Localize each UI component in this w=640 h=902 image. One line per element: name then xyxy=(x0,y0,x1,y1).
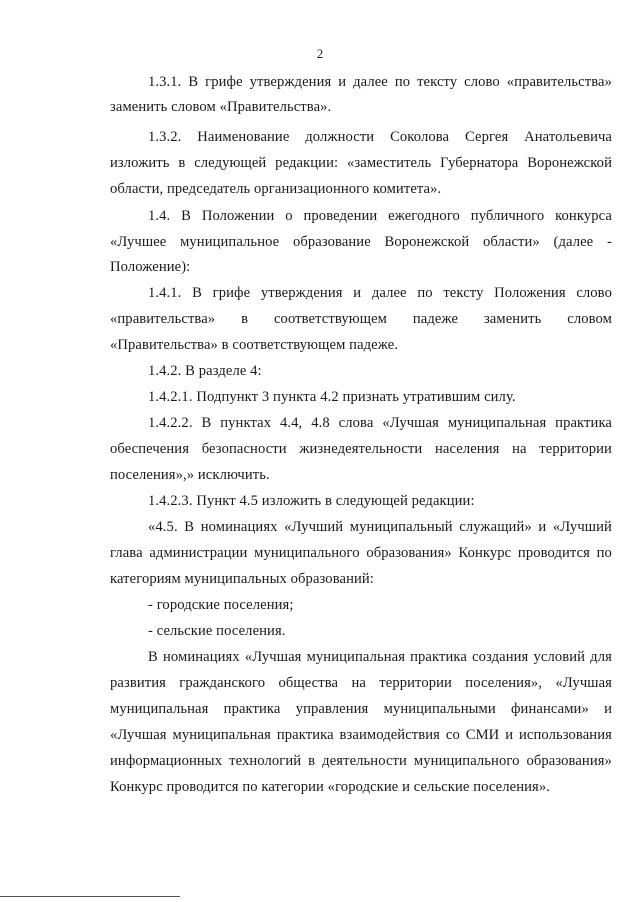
text-line: Положение): xyxy=(110,259,191,275)
text-line: «Правительства» в соответствующем падеже. xyxy=(110,337,399,353)
list-item: - сельские поселения. xyxy=(148,623,286,639)
text-line: муниципальная практика управления муниципальными финансами» и xyxy=(110,701,612,717)
text-line: 1.3.1. В грифе утверждения и далее по тексту слово «правительства» xyxy=(148,74,612,90)
text-line: обеспечения безопасности жизнедеятельности населения на территории xyxy=(110,441,612,457)
text-line: развития гражданского общества на территории поселения», «Лучшая xyxy=(110,675,612,691)
text-line: 1.3.2. Наименование должности Соколова Сергея Анатольевича xyxy=(148,129,612,145)
text-line: В номинациях «Лучшая муниципальная практика создания условий для xyxy=(148,649,612,665)
text-line: поселения»,» исключить. xyxy=(110,467,270,483)
text-line: 1.4.1. В грифе утверждения и далее по тексту Положения слово xyxy=(148,285,612,301)
text-line: заменить словом «Правительства». xyxy=(110,99,332,115)
text-line: 1.4.2.2. В пунктах 4.4, 4.8 слова «Лучшая муниципальная практика xyxy=(148,415,612,431)
text-line: Конкурс проводится по категории «городские и сельские поселения». xyxy=(110,779,550,795)
text-line: информационных технологий в деятельности муниципального образования» xyxy=(110,753,612,769)
text-line: 1.4.2.1. Подпункт 3 пункта 4.2 признать утратившим силу. xyxy=(148,389,516,405)
text-line: «Лучшее муниципальное образование Воронежской области» (далее - xyxy=(110,234,612,250)
text-line: глава администрации муниципального образования» Конкурс проводится по xyxy=(110,545,612,561)
text-line: «Лучшая муниципальная практика взаимодействия со СМИ и использования xyxy=(110,727,612,743)
text-line: категориям муниципальных образований: xyxy=(110,571,374,587)
text-line: 1.4.2. В разделе 4: xyxy=(148,363,262,379)
list-item: - городские поселения; xyxy=(148,597,294,613)
footer-rule xyxy=(0,896,180,897)
text-line: 1.4.2.3. Пункт 4.5 изложить в следующей редакции: xyxy=(148,493,475,509)
text-line: изложить в следующей редакции: «заместитель Губернатора Воронежской xyxy=(110,155,612,171)
text-line: 1.4. В Положении о проведении ежегодного публичного конкурса xyxy=(148,208,612,224)
text-line: области, председатель организационного комитета». xyxy=(110,181,442,197)
text-line: «правительства» в соответствующем падеже заменить словом xyxy=(110,311,612,327)
page-number: 2 xyxy=(316,46,324,61)
text-line: «4.5. В номинациях «Лучший муниципальный служащий» и «Лучший xyxy=(148,519,612,535)
